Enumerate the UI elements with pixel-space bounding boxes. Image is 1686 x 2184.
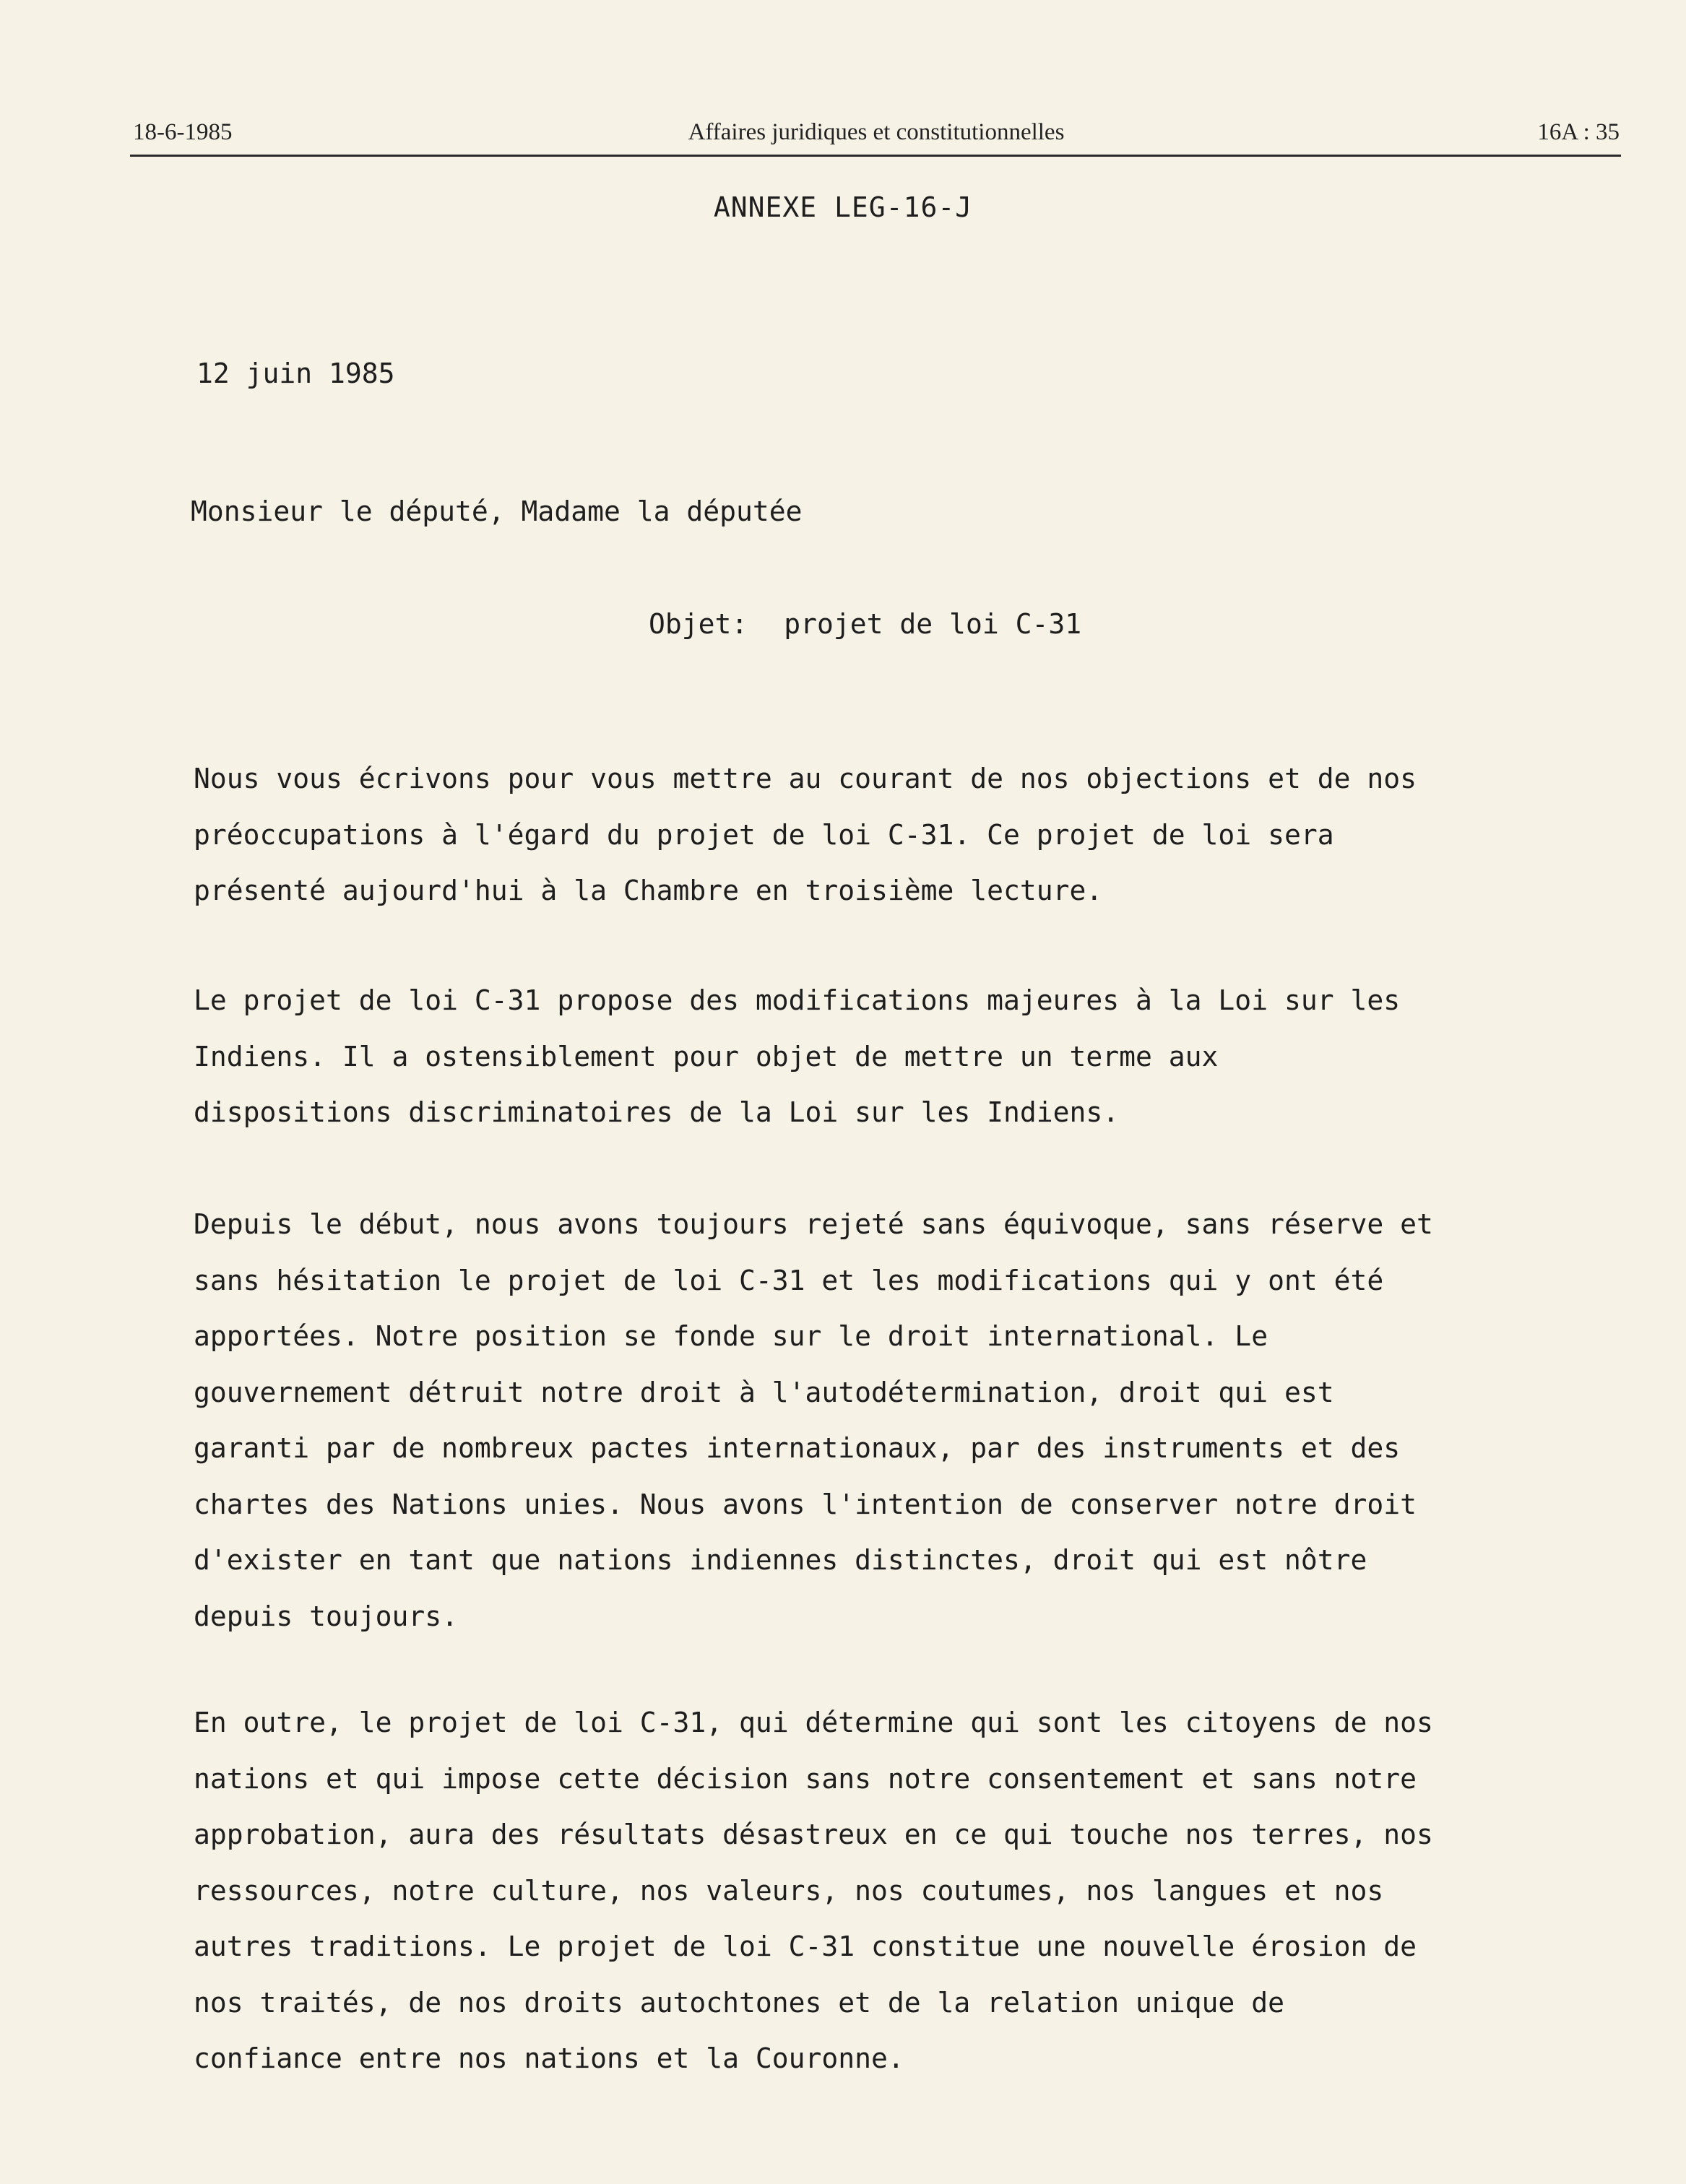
paragraph-1: Nous vous écrivons pour vous mettre au courant de nos objections et de nos préoccupations à l'égard du projet de loi C-31. Ce projet de loi sera présenté aujourd'hui à la Chambre en troisième lecture. xyxy=(194,763,1417,906)
paragraph-2: Le projet de loi C-31 propose des modifications majeures à la Loi sur les Indiens. Il a ostensiblement pour objet de mettre un terme aux dispositions discriminatoires de la Loi sur les Indiens. xyxy=(194,984,1401,1128)
header-title: Affaires juridiques et constitutionnelles xyxy=(688,119,1065,145)
subject-line xyxy=(649,608,1081,640)
letter-date: 12 juin 1985 xyxy=(196,358,395,389)
header-date: 18-6-1985 xyxy=(133,119,233,145)
subject-text: projet de loi C-31 xyxy=(784,608,1082,640)
paragraph-4: En outre, le projet de loi C-31, qui détermine qui sont les citoyens de nos nations et qui impose cette décision sans notre consentement et sans notre approbation, aura des résultats désastreux en ce qui touche nos terres, nos ressources, notre culture, nos valeurs, nos coutumes, nos langues et nos autres traditions. Le projet de loi C-31 constitue une nouvelle érosion de nos traités, de nos droits autochtones et de la relation unique de confiance entre nos nations et la Couronne. xyxy=(194,1707,1433,2074)
header-rule xyxy=(130,155,1621,157)
page-number: 16A : 35 xyxy=(1537,119,1620,145)
subject-label: Objet: xyxy=(649,608,748,640)
running-header xyxy=(133,119,1620,155)
salutation: Monsieur le député, Madame la députée xyxy=(191,495,803,527)
paragraph-3: Depuis le début, nous avons toujours rejeté sans équivoque, sans réserve et sans hésitation le projet de loi C-31 et les modifications qui y ont été apportées. Notre position se fonde sur le droit international. Le gouvernement détruit notre droit à l'autodétermination, droit qui est garanti par de nombreux pactes internationaux, par des instruments et des chartes des Nations unies. Nous avons l'intention de conserver notre droit d'exister en tant que nations indiennes distinctes, droit qui est nôtre depuis toujours. xyxy=(194,1208,1433,1632)
annex-title: ANNEXE LEG-16-J xyxy=(713,191,973,223)
